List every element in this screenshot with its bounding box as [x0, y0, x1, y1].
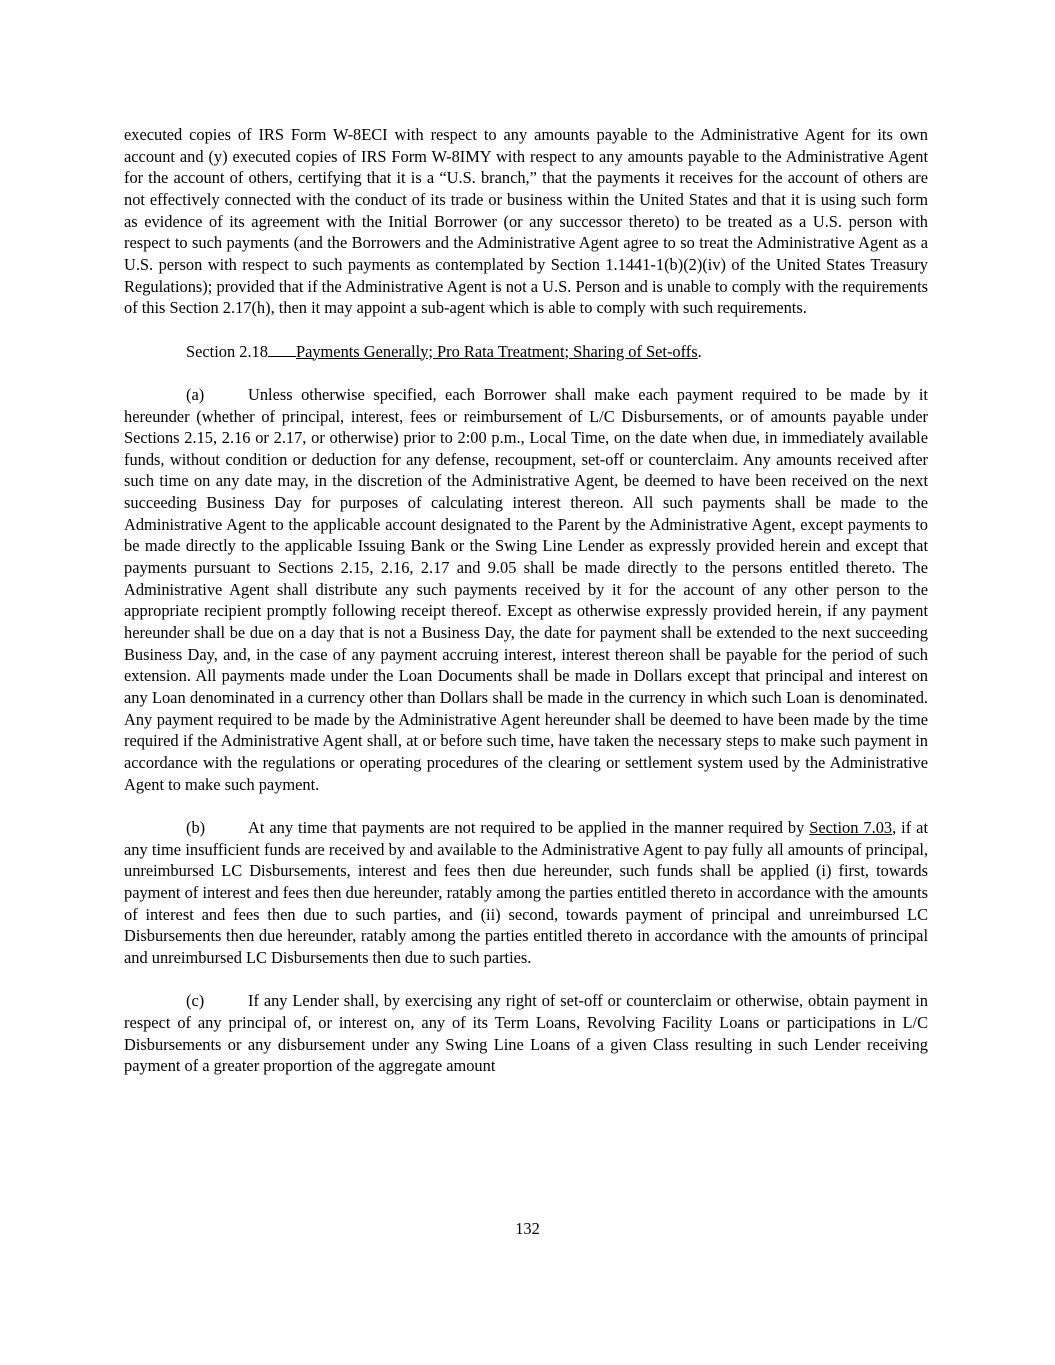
- paragraph-b: [124, 817, 928, 969]
- section-title-end: .: [697, 341, 702, 361]
- section-7-03-reference: Section 7.03: [809, 817, 893, 837]
- continuation-paragraph: executed copies of IRS Form W-8ECI with respect to any amounts payable to the Administrative Agent for its own account and (y) executed copies of IRS Form W-8IMY with respect to any amounts payable to the Administrative Agent for the account of others, certifying that it is a “U.S. branch,” that the payments it receives for the account of others are not effectively connected with the conduct of its trade or business within the United States and that it is using such form as evidence of its agreement with the Initial Borrower (or any successor thereto) to be treated as a U.S. person with respect to such payments (and the Borrowers and the Administrative Agent agree to so treat the Administrative Agent as a U.S. person with respect to such payments as contemplated by Section 1.1441-1(b)(2)(iv) of the United States Treasury Regulations); provided that if the Administrative Agent is not a U.S. Person and is unable to comply with the requirements of this Section 2.17(h), then it may appoint a sub-agent which is able to comply with such requirements.: [124, 125, 928, 318]
- paragraph-c: [124, 990, 928, 1077]
- heading-underline-gap: [268, 355, 296, 357]
- paragraph-a-marker: (a): [186, 384, 205, 404]
- paragraph-b-marker: (b): [186, 817, 206, 837]
- page-number: 132: [515, 1219, 540, 1238]
- section-heading: [124, 341, 928, 363]
- paragraph-c-text: If any Lender shall, by exercising any right of set-off or counterclaim or otherwise, obtain payment in respect of any principal of, or interest on, any of its Term Loans, Revolving Facility Loans or participations in L/C Disbursements or any disbursement under any Swing Line Loans of a given Class resulting in such Lender receiving payment of a greater proportion of the aggregate amount: [124, 991, 928, 1076]
- document-page: [124, 124, 928, 1077]
- paragraph-c-marker: (c): [186, 991, 205, 1011]
- section-number: Section 2.18: [186, 341, 268, 361]
- paragraph-b-text-after: , if at any time insufficient funds are received by and available to the Administrative Agent to pay fully all amounts of principal, unreimbursed LC Disbursements, interest and fees then due hereunder, such funds shall be applied (i) first, towards payment of interest and fees then due hereunder, ratably among the parties entitled thereto in accordance with the amounts of interest and fees then due to such parties, and (ii) second, towards payment of principal and unreimbursed LC Disbursements then due hereunder, ratably among the parties entitled thereto in accordance with the amounts of principal and unreimbursed LC Disbursements then due to such parties.: [124, 817, 928, 967]
- paragraph-a: [124, 384, 928, 795]
- paragraph-a-text: Unless otherwise specified, each Borrower shall make each payment required to be made by it hereunder (whether of principal, interest, fees or reimbursement of L/C Disbursements, or of amounts payable under Sections 2.15, 2.16 or 2.17, or otherwise) prior to 2:00 p.m., Local Time, on the date when due, in immediately available funds, without condition or deduction for any defense, recoupment, set-off or counterclaim. Any amounts received after such time on any date may, in the discretion of the Administrative Agent, be deemed to have been received on the next succeeding Business Day for purposes of calculating interest thereon. All such payments shall be made to the Administrative Agent to the applicable account designated to the Parent by the Administrative Agent, except payments to be made directly to the applicable Issuing Bank or the Swing Line Lender as expressly provided herein and except that payments pursuant to Sections 2.15, 2.16, 2.17 and 9.05 shall be made directly to the persons entitled thereto. The Administrative Agent shall distribute any such payments received by it for the account of any other person to the appropriate recipient promptly following receipt thereof. Except as otherwise expressly provided herein, if any payment hereunder shall be due on a day that is not a Business Day, the date for payment shall be extended to the next succeeding Business Day, and, in the case of any payment accruing interest, interest thereon shall be payable for the period of such extension. All payments made under the Loan Documents shall be made in Dollars except that principal and interest on any Loan denominated in a currency other than Dollars shall be made in the currency in which such Loan is denominated. Any payment required to be made by the Administrative Agent hereunder shall be deemed to have been made by the time required if the Administrative Agent shall, at or before such time, have taken the necessary steps to make such payment in accordance with the regulations or operating procedures of the clearing or settlement system used by the Administrative Agent to make such payment.: [124, 384, 928, 794]
- paragraph-b-text-before: At any time that payments are not required to be applied in the manner required by: [248, 817, 810, 837]
- section-title: Payments Generally; Pro Rata Treatment; Sharing of Set-offs: [295, 341, 698, 361]
